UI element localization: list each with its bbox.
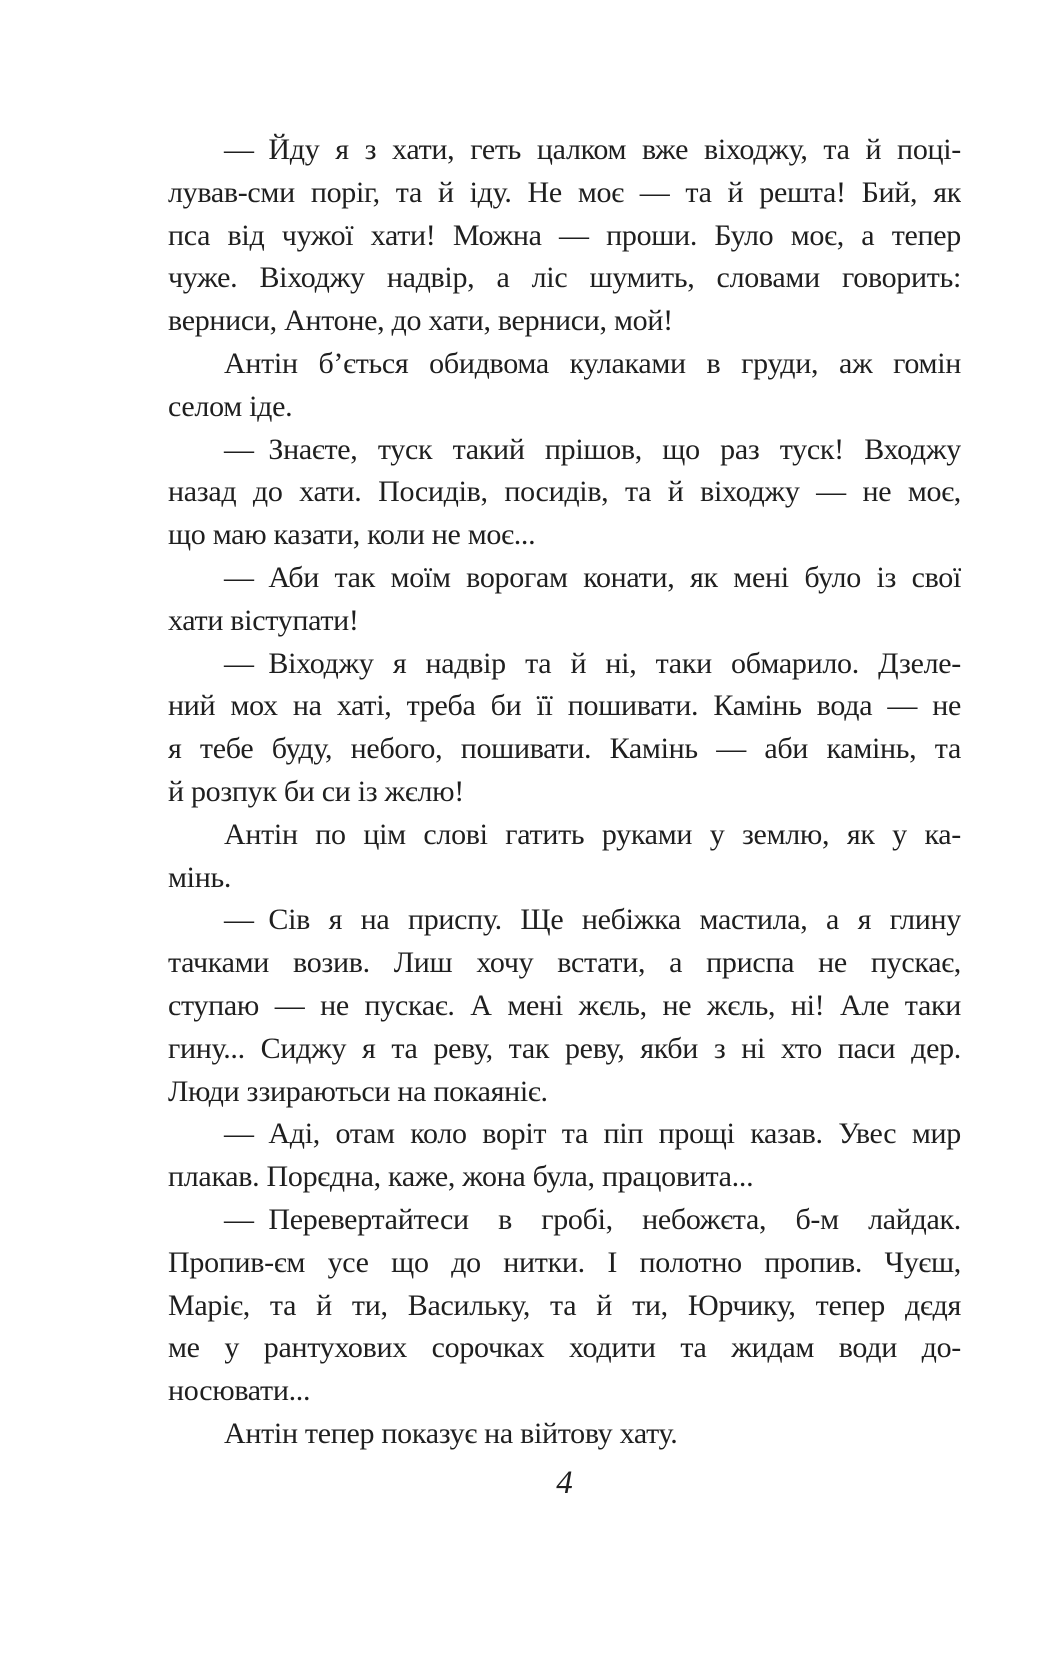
text-line: Маріє, та й ти, Васильку, та й ти, Юрчику, тепер дєдя <box>168 1288 961 1322</box>
text-line: Антін тепер показує на війтову хату. <box>224 1416 678 1450</box>
paragraph <box>168 343 961 429</box>
text-line: лував-сми поріг, та й іду. Не моє — та й решта! Бий, як <box>168 175 961 209</box>
text-line: — Сів я на приспу. Ще небіжка мастила, а я глину <box>224 903 961 937</box>
paragraph <box>168 814 961 900</box>
text-line: Люди ззираютьси на покаяніє. <box>168 1074 548 1108</box>
text-line: — Аді, отам коло воріт та піп прощі казав. Увес мир <box>224 1117 961 1151</box>
text-line: носювати... <box>168 1374 311 1408</box>
paragraph <box>168 557 961 643</box>
paragraph <box>168 429 961 557</box>
text-line: — Знаєте, туск такий прішов, що раз туск! Входжу <box>224 432 961 466</box>
text-line: гину... Сиджу я та реву, так реву, якби з ні хто паси дер. <box>168 1031 961 1065</box>
text-line: ний мох на хаті, треба би її пошивати. Камінь вода — не <box>168 689 961 723</box>
text-line: — Йду я з хати, геть цалком вже віходжу, та й поці- <box>224 133 961 166</box>
paragraph <box>168 1199 961 1413</box>
paragraph <box>168 1113 961 1199</box>
text-line: пса від чужої хати! Можна — проши. Було моє, а тепер <box>168 218 961 252</box>
text-line: селом іде. <box>168 389 293 423</box>
text-line: плакав. Порєдна, каже, жона була, працовита... <box>168 1160 754 1194</box>
text-line: чуже. Віходжу надвір, а ліс шумить, словами говорить: <box>168 261 961 295</box>
paragraph <box>168 643 961 814</box>
text-line: назад до хати. Посидів, посидів, та й віходжу — не моє, <box>168 475 961 509</box>
text-line: Пропив-єм усе що до нитки. І полотно пропив. Чуєш, <box>168 1245 961 1279</box>
text-line: й розпук би си із жєлю! <box>168 774 464 808</box>
text-line: — Віходжу я надвір та й ні, таки обмарило. Дзеле- <box>224 646 961 680</box>
text-line: ме у рантухових сорочках ходити та жидам води до- <box>168 1331 961 1365</box>
text-line: я тебе буду, небого, пошивати. Камінь — аби камінь, та <box>168 732 961 766</box>
text-line: ступаю — не пускає. А мені жєль, не жєль, ні! Але таки <box>168 988 961 1022</box>
text-line: Антін по цім слові гатить руками у землю, як у ка- <box>224 817 961 851</box>
text-line: верниси, Антоне, до хати, верниси, мой! <box>168 304 673 338</box>
text-line: — Аби так моїм ворогам конати, як мені було із свої <box>224 560 961 594</box>
text-line: мінь. <box>168 860 232 894</box>
page-number: 4 <box>556 1465 573 1501</box>
text-block <box>168 129 961 1456</box>
paragraph <box>168 1413 961 1456</box>
text-line: хати віступати! <box>168 603 359 637</box>
text-line: — Перевертайтеси в гробі, небожєта, б-м лайдак. <box>224 1202 961 1236</box>
text-line: тачками возив. Лиш хочу встати, а приспа не пускає, <box>168 946 961 980</box>
text-line: Антін б’ється обидвома кулаками в груди, аж гомін <box>224 346 961 380</box>
text-line: що маю казати, коли не моє... <box>168 518 536 552</box>
paragraph <box>168 129 961 343</box>
paragraph <box>168 899 961 1113</box>
